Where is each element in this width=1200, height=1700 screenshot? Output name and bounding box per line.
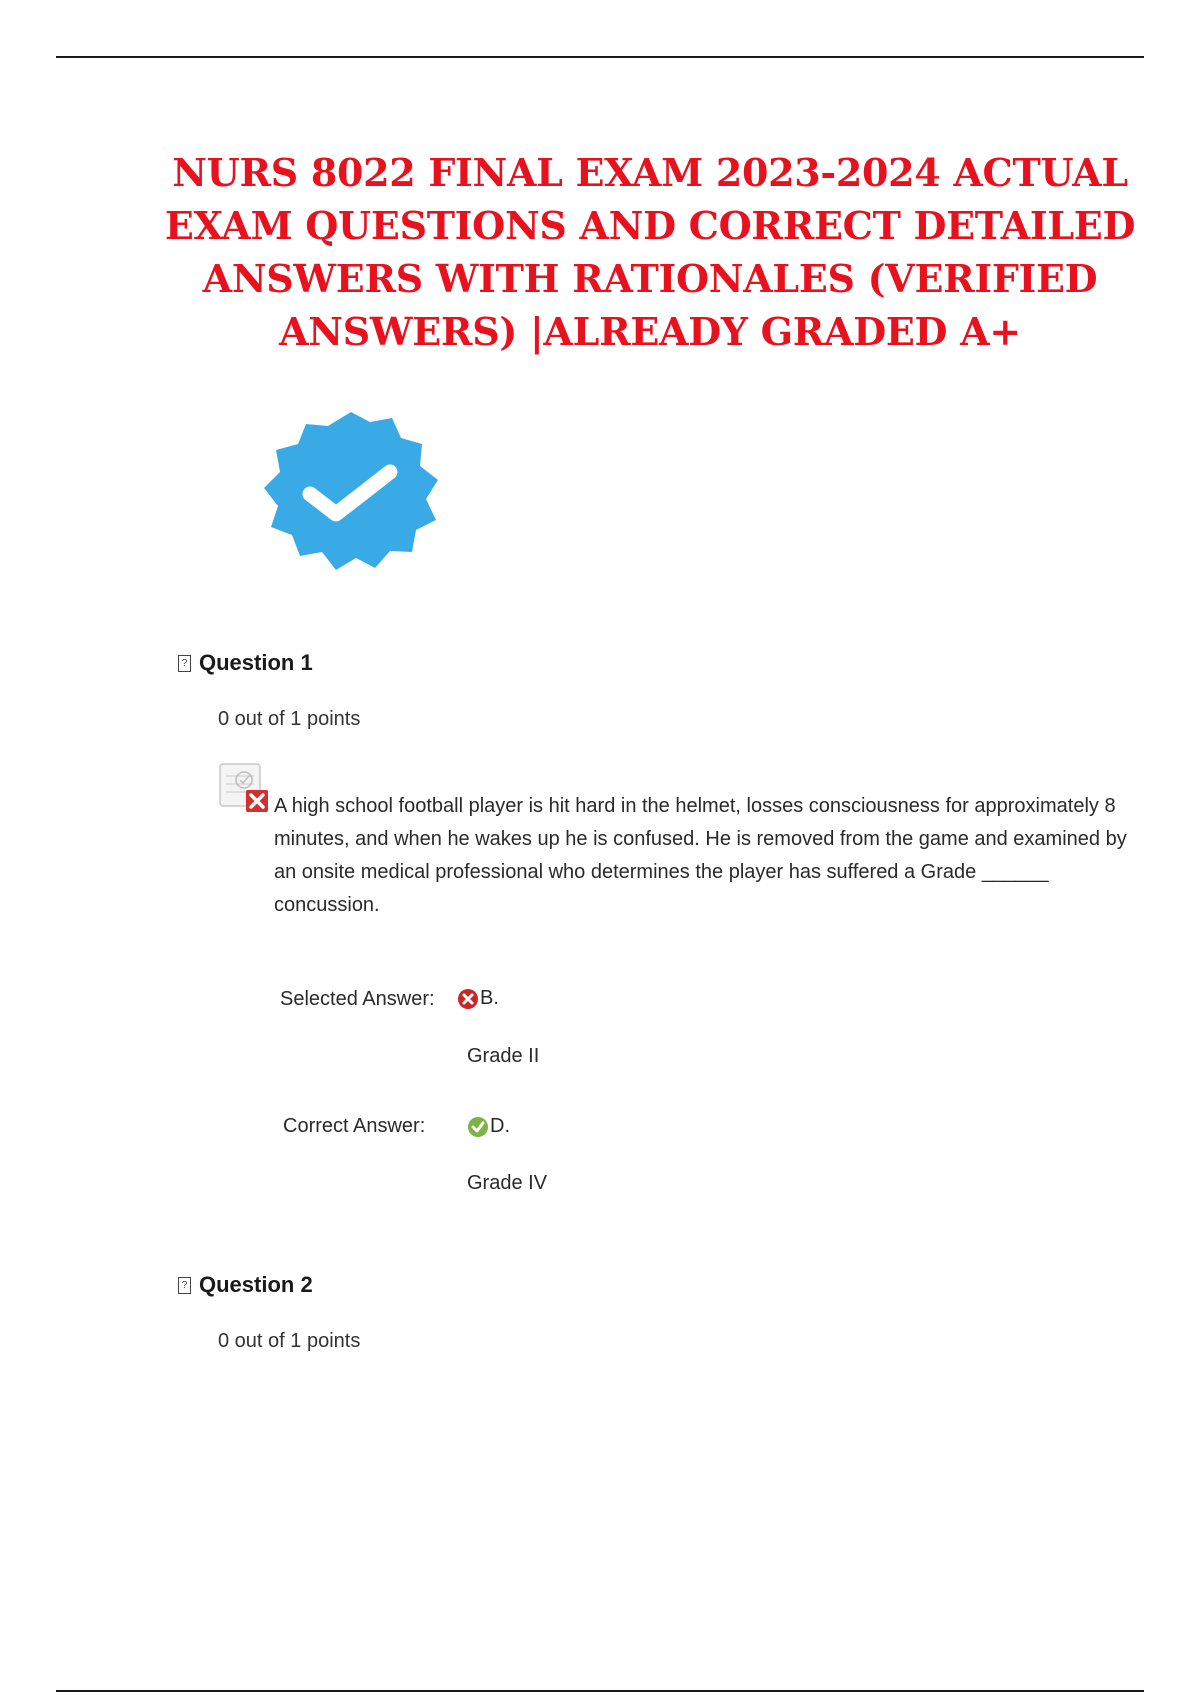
question-2-points: 0 out of 1 points: [218, 1330, 361, 1352]
correct-answer-label: Correct Answer:: [283, 1115, 426, 1137]
verified-check-badge-icon: [250, 410, 452, 574]
question-1-heading: [178, 650, 313, 676]
question-1-text: A high school football player is hit hard in the helmet, losses consciousness for approximately 8 minutes, and when he wakes up he is confused. He is removed from the game and examined by an onsite medical professional who determines the player has suffered a Grade ______ concussion.: [274, 795, 1127, 916]
bottom-divider: [56, 1690, 1144, 1692]
question-1-points: 0 out of 1 points: [218, 708, 361, 730]
incorrect-document-icon: [218, 762, 270, 814]
question-2-heading: [178, 1272, 313, 1298]
question-2-title: Question 2: [199, 1272, 313, 1297]
selected-answer-choice: [457, 987, 499, 1010]
missing-glyph-icon: ?: [178, 655, 191, 672]
correct-answer-choice: [467, 1115, 510, 1138]
selected-answer-letter: B.: [480, 987, 499, 1009]
missing-glyph-icon: ?: [178, 1277, 191, 1294]
green-check-circle-icon: [467, 1116, 489, 1138]
red-x-circle-icon: [457, 988, 479, 1010]
document-title: NURS 8022 FINAL EXAM 2023-2024 ACTUAL EXAM QUESTIONS AND CORRECT DETAILED ANSWERS WITH RATIONALES (VERIFIED ANSWERS) |ALREADY GRADED A+: [164, 150, 1136, 354]
correct-answer-text: Grade IV: [467, 1172, 548, 1194]
top-divider: [56, 56, 1144, 58]
question-1-title: Question 1: [199, 650, 313, 675]
selected-answer-label: Selected Answer:: [280, 988, 435, 1010]
selected-answer-text: Grade II: [467, 1045, 540, 1067]
correct-answer-letter: D.: [490, 1115, 510, 1137]
